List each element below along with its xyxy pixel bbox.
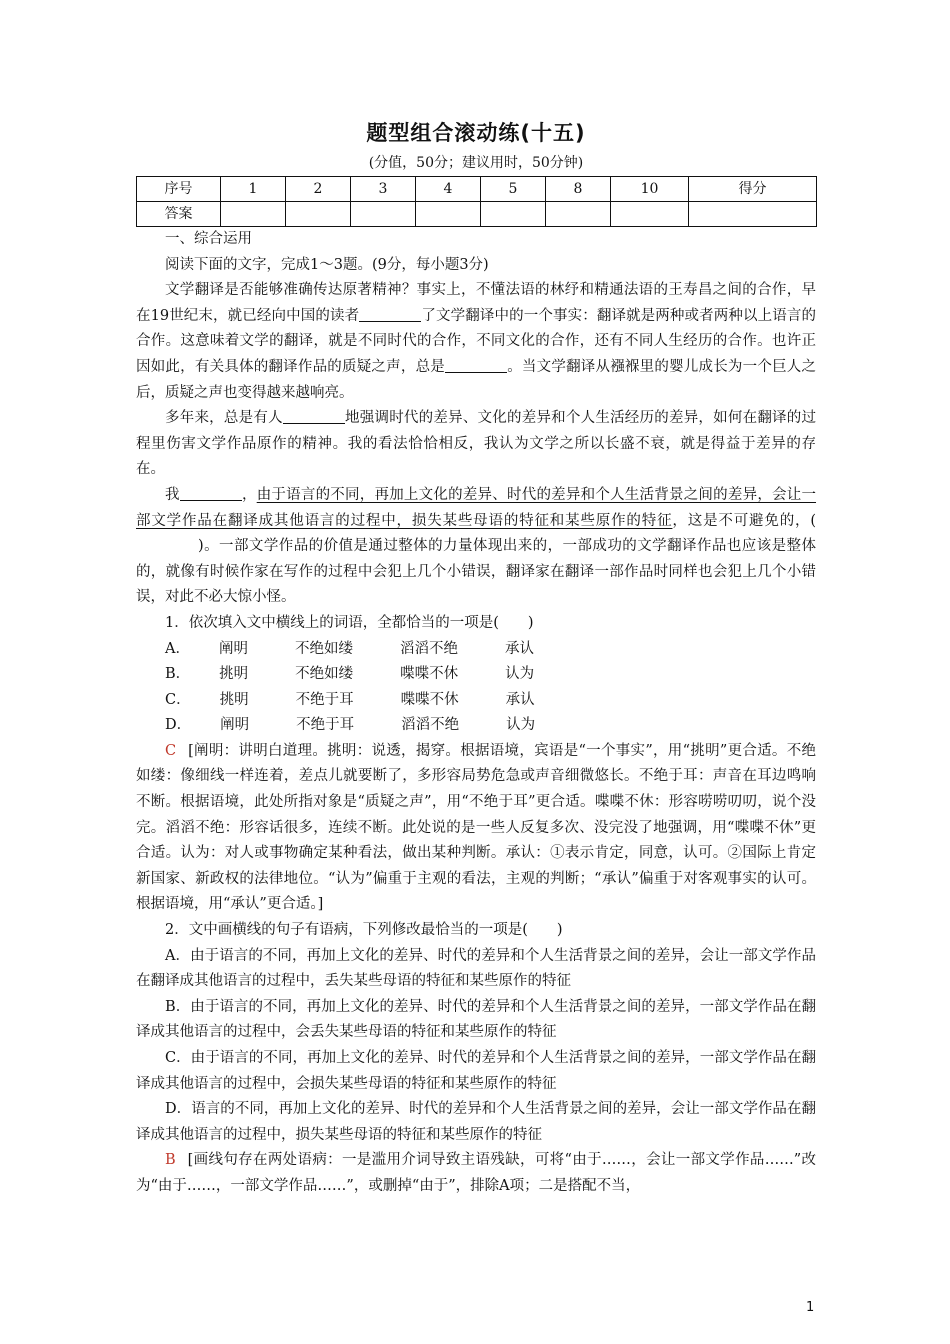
option-word: 承认 <box>504 640 534 657</box>
explanation-text: [画线句存在两处语病：一是滥用介词导致主语残缺，可将“由于……，会让一部文学作品……”改为“由于……，一部文学作品……”，或删掉“由于”，排除A项；二是搭配不当， <box>136 1152 816 1194</box>
document-page <box>136 118 816 1200</box>
passage-text: )。一部文学作品的价值是通过整体的力量体现出来的，一部成功的文学翻译作品也应该是整体的，就像有时候作家在写作的过程中会犯上几个小错误，翻译家在翻译一部作品时同样也会犯上几个小错误，对此不必大惊小怪。 <box>136 538 816 606</box>
underlined-sentence: 由于语言的不同，再加上文化的差异、时代的差异和个人生活背景之间的差异，会让一部文学作品在翻译成其他语言的过程中，损失某些母语的特征和某些原作的特征 <box>136 486 817 529</box>
option-letter: C． <box>165 691 191 708</box>
fill-blank <box>283 407 345 424</box>
explanation-text: [阐明：讲明白道理。挑明：说透，揭穿。根据语境，宾语是“一个事实”，用“挑明”更合适。不绝如缕：像细线一样连着，差点儿就要断了，多形容局势危急或声音细微悠长。不绝于耳：声音在耳边鸣响不断。根据语境，此处所指对象是“质疑之声”，用“不绝于耳”更合适。喋喋不休：形容唠唠叨叨，说个没完。滔滔不绝：形容话很多，连续不断。此处说的是一些人反复多次、没完没了地强调，用“喋喋不休”更合适。认为：对人或事物确定某种看法，做出某种判断。承认：①表示肯定，同意，认可。②国际上肯定新国家、新政权的法律地位。“认为”偏重于主观的看法，主观的判断；“承认”偏重于对客观事实的认可。根据语境，用“承认”更合适。] <box>136 742 816 913</box>
passage-text: ，这是不可避免的，( <box>672 512 817 529</box>
section-instruction: 阅读下面的文字，完成1～3题。(9分，每小题3分) <box>165 256 489 273</box>
score-table <box>136 176 817 227</box>
passage-paragraph-3 <box>136 483 816 611</box>
passage-text: ， <box>241 486 257 503</box>
page-subtitle: (分值，50分；建议用时，50分钟) <box>368 155 584 171</box>
question-2-option-d: D．语言的不同，再加上文化的差异、时代的差异和个人生活背景之间的差异，会让一部文学作品在翻译成其他语言的过程中，损失某些母语的特征和某些原作的特征 <box>136 1101 816 1143</box>
option-word: 阐明 <box>220 717 250 734</box>
table-cell: 4 <box>416 177 481 202</box>
answer-cell[interactable] <box>286 202 351 227</box>
score-table-header-row <box>137 177 817 202</box>
question-1-explanation <box>136 739 816 918</box>
option-word: 挑明 <box>219 666 249 683</box>
answer-letter: C <box>165 742 177 759</box>
passage-paragraph-2 <box>136 406 816 483</box>
fill-blank <box>180 484 242 501</box>
table-cell: 得分 <box>689 177 817 202</box>
passage-text: 了文学翻译中的一个事实：翻译就是两种或者两种以上语言的合作。这意味着文学的翻译，就是不同时代的合作，不同文化的合作，还有不同人生经历的合作。也许正因如此，有关具体的翻译作品的质疑之声，总是 <box>136 307 817 375</box>
question-2-option-a: A．由于语言的不同，再加上文化的差异、时代的差异和个人生活背景之间的差异，会让一部文学作品在翻译成其他语言的过程中，丢失某些母语的特征和某些原作的特征 <box>136 947 816 990</box>
question-1-option-b <box>136 662 816 688</box>
question-1-stem: 1．依次填入文中横线上的词语，全都恰当的一项是( ) <box>165 614 534 631</box>
option-letter: A． <box>165 640 190 657</box>
table-cell: 8 <box>546 177 611 202</box>
option-word: 承认 <box>505 691 535 708</box>
question-1-option-a <box>136 637 816 663</box>
option-word: 喋喋不休 <box>400 691 459 708</box>
option-word: 不绝如缕 <box>295 666 354 683</box>
fill-blank <box>445 356 507 373</box>
score-table-answer-row <box>137 202 817 227</box>
score-cell[interactable] <box>689 202 817 227</box>
answer-cell[interactable] <box>546 202 611 227</box>
passage-text: 。当文学翻译从襁褓里的婴儿成长为一个巨人之后，质疑之声也变得越来越响亮。 <box>136 358 816 401</box>
option-word: 不绝于耳 <box>296 717 355 734</box>
option-word: 喋喋不休 <box>400 666 459 683</box>
table-cell: 3 <box>351 177 416 202</box>
section-heading: 一、综合运用 <box>165 231 252 247</box>
passage-text: 文学翻译是否能够准确传达原著精神？事实上，不懂法语的林纾和精通法语的王寿昌之间的合作，早在19世纪末，就已经向中国的读者 <box>136 282 816 324</box>
option-word: 阐明 <box>218 640 248 657</box>
option-letter: B． <box>165 666 191 683</box>
option-word: 认为 <box>506 717 536 734</box>
question-2-stem: 2．文中画横线的句子有语病，下列修改最恰当的一项是( ) <box>165 922 563 939</box>
question-1-option-d <box>136 713 816 739</box>
table-cell: 10 <box>611 177 689 202</box>
table-cell: 1 <box>221 177 286 202</box>
table-cell: 5 <box>481 177 546 202</box>
option-word: 挑明 <box>219 691 249 708</box>
option-word: 不绝如缕 <box>294 640 353 657</box>
question-2-option-b: B．由于语言的不同，再加上文化的差异、时代的差异和个人生活背景之间的差异，一部文学作品在翻译成其他语言的过程中，会丢失某些母语的特征和某些原作的特征 <box>136 998 816 1041</box>
answer-cell[interactable] <box>351 202 416 227</box>
passage-text: 我 <box>165 486 180 503</box>
table-cell: 答案 <box>137 202 221 227</box>
question-2-explanation <box>136 1148 816 1199</box>
table-cell: 序号 <box>137 177 221 202</box>
option-word: 滔滔不绝 <box>399 640 458 657</box>
answer-cell[interactable] <box>221 202 286 227</box>
passage-text: 多年来，总是有人 <box>165 410 283 427</box>
answer-letter: B <box>165 1152 176 1169</box>
passage-paragraph-1 <box>136 278 816 406</box>
fill-blank <box>359 305 421 322</box>
page-number: 1 <box>806 1300 815 1315</box>
table-cell: 2 <box>286 177 351 202</box>
question-1-option-c <box>136 688 816 714</box>
page-title: 题型组合滚动练(十五) <box>366 121 586 145</box>
answer-cell[interactable] <box>416 202 481 227</box>
option-word: 滔滔不绝 <box>401 717 460 734</box>
option-word: 不绝于耳 <box>295 691 354 708</box>
answer-cell[interactable] <box>481 202 546 227</box>
question-2-option-c: C．由于语言的不同，再加上文化的差异、时代的差异和个人生活背景之间的差异，一部文学作品在翻译成其他语言的过程中，会损失某些母语的特征和某些原作的特征 <box>136 1050 816 1092</box>
option-letter: D． <box>165 717 192 734</box>
answer-cell[interactable] <box>611 202 689 227</box>
option-word: 认为 <box>505 666 535 683</box>
passage-text: 地强调时代的差异、文化的差异和个人生活经历的差异，如何在翻译的过程里伤害文学作品原作的精神。我的看法恰恰相反，我认为文学之所以长盛不衰，就是得益于差异的存在。 <box>136 410 817 478</box>
